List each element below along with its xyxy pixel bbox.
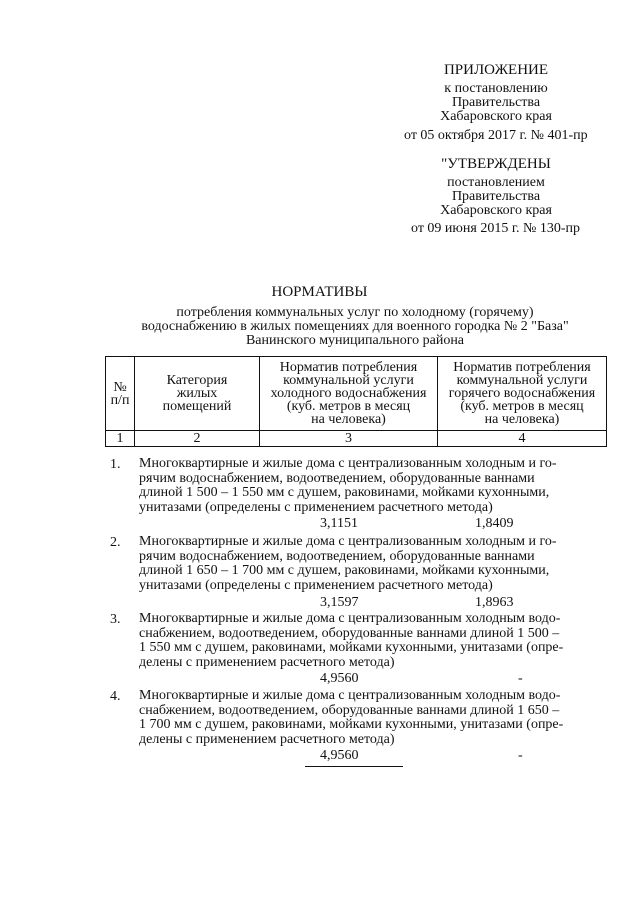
cold-water-value: 4,9560: [320, 671, 359, 686]
header-hot-water: Норматив потребления коммунальной услуги горячего водоснабжения (куб. метров в месяц на человека): [438, 357, 607, 431]
cold-water-value: 3,1597: [320, 595, 359, 610]
appendix-date: от 05 октября 2017 г. № 401-пр: [404, 128, 588, 143]
item-text: Многоквартирные и жилые дома с централизованным холодным водо- снабжением, водоотведением, оборудованные ваннами длиной 1 500 – 1 550 мм с душем, раковинами, мойками кухонными, унитазами (опре- делены с применением расчетного метода): [139, 611, 564, 670]
document-title: НОРМАТИВЫ: [271, 284, 368, 300]
item-number: 2.: [110, 535, 121, 550]
hot-water-value: -: [518, 671, 523, 686]
table-number-row: [106, 431, 607, 447]
column-number: 3: [260, 431, 438, 447]
header-number: № п/п: [106, 357, 135, 431]
cold-water-value: 4,9560: [320, 748, 359, 763]
column-number: 4: [438, 431, 607, 447]
hot-water-value: -: [518, 748, 523, 763]
item-number: 4.: [110, 689, 121, 704]
closing-rule: [305, 766, 403, 767]
item-text: Многоквартирные и жилые дома с централизованным холодным водо- снабжением, водоотведением, оборудованные ваннами длиной 1 650 – 1 700 мм с душем, раковинами, мойками кухонными, унитазами (опре- делены с применением расчетного метода): [139, 688, 564, 747]
appendix-line: Хабаровского края: [440, 109, 552, 124]
norms-table: [105, 356, 607, 447]
appendix-line: к постановлению: [444, 81, 548, 96]
subtitle-line: водоснабжению в жилых помещениях для военного городка № 2 "База": [141, 319, 569, 334]
approved-date: от 09 июня 2015 г. № 130-пр: [411, 221, 580, 236]
hot-water-value: 1,8963: [475, 595, 514, 610]
column-number: 2: [135, 431, 260, 447]
header-cold-water: Норматив потребления коммунальной услуги холодного водоснабжения (куб. метров в месяц на человека): [260, 357, 438, 431]
approved-line: Хабаровского края: [440, 203, 552, 218]
item-number: 3.: [110, 612, 121, 627]
hot-water-value: 1,8409: [475, 516, 514, 531]
approved-title: "УТВЕРЖДЕНЫ: [441, 156, 551, 172]
appendix-title: ПРИЛОЖЕНИЕ: [443, 62, 549, 78]
item-number: 1.: [110, 457, 121, 472]
approved-line: постановлением: [447, 175, 545, 190]
item-text: Многоквартирные и жилые дома с централизованным холодным и го- рячим водоснабжением, водоотведением, оборудованные ваннами длиной 1 650 – 1 700 мм с душем, раковинами, мойками кухонными, унитазами (определены с применением расчетного метода): [139, 534, 557, 593]
subtitle-line: Ванинского муниципального района: [245, 333, 465, 348]
approved-line: Правительства: [451, 189, 541, 204]
appendix-line: Правительства: [451, 95, 541, 110]
header-category: Категория жилых помещений: [135, 357, 260, 431]
table-header-row: [106, 357, 607, 431]
column-number: 1: [106, 431, 135, 447]
cold-water-value: 3,1151: [320, 516, 358, 531]
item-text: Многоквартирные и жилые дома с централизованным холодным и го- рячим водоснабжением, водоотведением, оборудованные ваннами длиной 1 500 – 1 550 мм с душем, раковинами, мойками кухонными, унитазами (определены с применением расчетного метода): [139, 456, 557, 515]
subtitle-line: потребления коммунальных услуг по холодному (горячему): [176, 305, 534, 320]
